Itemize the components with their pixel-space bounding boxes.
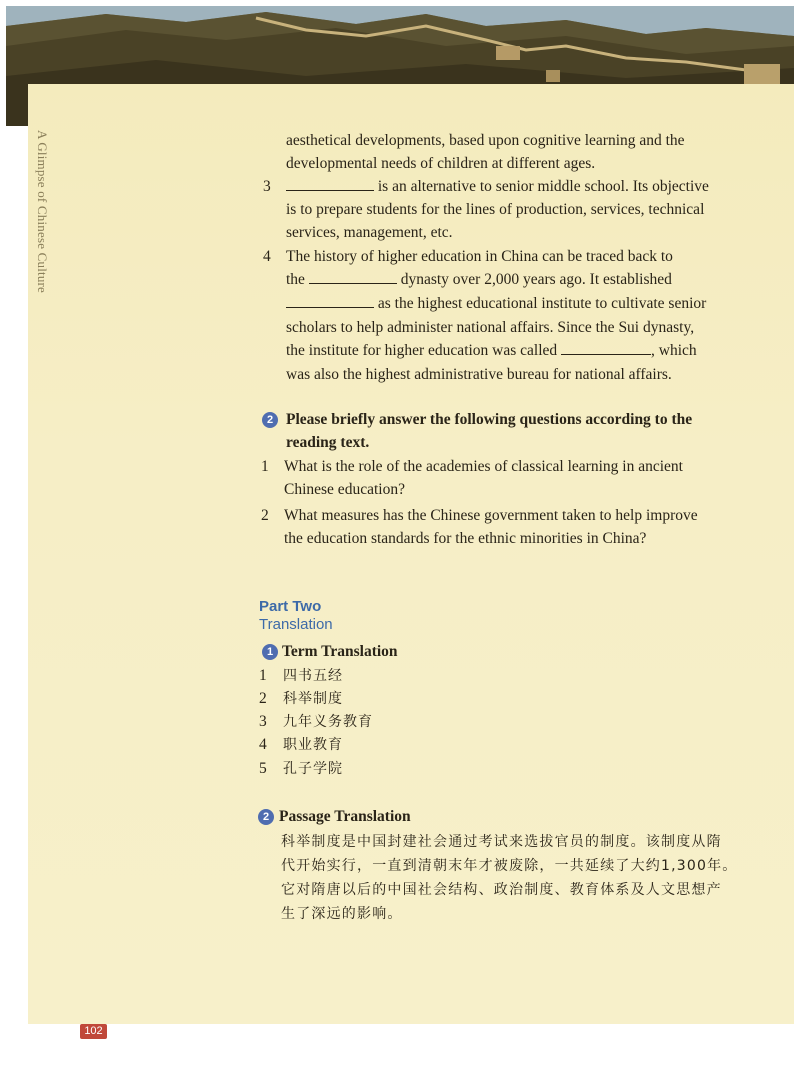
- ex1-item4-text-d: the institute for higher education was called: [286, 342, 558, 359]
- ex1-item4-line2: [286, 269, 672, 291]
- term-4-number: 4: [259, 736, 267, 753]
- fill-blank[interactable]: [286, 176, 374, 191]
- term-3-number: 3: [259, 713, 267, 730]
- ex1-item4-line5: [286, 340, 697, 362]
- fill-blank[interactable]: [309, 269, 397, 284]
- exercise-2-heading-line1: Please briefly answer the following questions according to the: [286, 411, 693, 428]
- ex1-item3-line1: [286, 176, 709, 198]
- q1-line1: What is the role of the academies of classical learning in ancient: [284, 458, 683, 475]
- ex1-item3-line2: is to prepare students for the lines of production, services, technical: [286, 201, 705, 218]
- exercise-2-badge: 2: [262, 412, 278, 428]
- passage-line-2: 代开始实行，一直到清朝末年才被废除，一共延续了大约1,300年。: [281, 858, 738, 874]
- ex1-item4-line4: scholars to help administer national affairs. Since the Sui dynasty,: [286, 319, 695, 336]
- passage-translation-heading: Passage Translation: [279, 808, 411, 825]
- passage-line-3: 它对隋唐以后的中国社会结构、政治制度、教育体系及人文思想产: [281, 882, 722, 898]
- term-3-text: 九年义务教育: [283, 714, 373, 730]
- q2-number: 2: [261, 507, 269, 524]
- ex1-item4-line6: was also the highest administrative bureau for national affairs.: [286, 366, 672, 383]
- term-4-text: 职业教育: [283, 737, 343, 753]
- ex1-item3-number: 3: [263, 178, 271, 195]
- ex1-item4-text-c: as the highest educational institute to cultivate senior: [377, 295, 707, 312]
- ex1-line-a: aesthetical developments, based upon cognitive learning and the: [286, 132, 685, 149]
- page-number: 102: [80, 1024, 107, 1039]
- term-translation-badge: 1: [262, 644, 278, 660]
- ex1-item4-text-b: dynasty over 2,000 years ago. It established: [400, 271, 672, 288]
- side-book-title: A Glimpse of Chinese Culture: [35, 130, 50, 294]
- part-two-title: Part Two: [259, 598, 322, 615]
- term-1-text: 四书五经: [283, 668, 343, 684]
- ex1-item4-number: 4: [263, 248, 271, 265]
- passage-line-4: 生了深远的影响。: [281, 906, 403, 922]
- passage-line-1: 科举制度是中国封建社会通过考试来选拔官员的制度。该制度从隋: [281, 834, 722, 850]
- ex1-line-b: developmental needs of children at different ages.: [286, 155, 596, 172]
- term-translation-heading: Term Translation: [282, 643, 398, 660]
- ex1-item4-line1: The history of higher education in China can be traced back to: [286, 248, 673, 265]
- ex1-item3-text: is an alternative to senior middle school. Its objective: [377, 178, 709, 195]
- fill-blank[interactable]: [286, 293, 374, 308]
- passage-translation-badge: 2: [258, 809, 274, 825]
- ex1-item4-text-e: , which: [651, 342, 697, 359]
- term-2-number: 2: [259, 690, 267, 707]
- q2-line1: What measures has the Chinese government taken to help improve: [284, 507, 698, 524]
- q2-line2: the education standards for the ethnic minorities in China?: [284, 530, 647, 547]
- q1-number: 1: [261, 458, 269, 475]
- exercise-2-heading-line2: reading text.: [286, 434, 370, 451]
- q1-line2: Chinese education?: [284, 481, 405, 498]
- term-1-number: 1: [259, 667, 267, 684]
- term-5-text: 孔子学院: [283, 761, 343, 777]
- ex1-item3-line3: services, management, etc.: [286, 224, 453, 241]
- fill-blank[interactable]: [561, 340, 651, 355]
- term-2-text: 科举制度: [283, 691, 343, 707]
- term-5-number: 5: [259, 760, 267, 777]
- ex1-item4-text-a: the: [286, 271, 305, 288]
- ex1-item4-line3: [286, 293, 706, 315]
- part-two-subtitle: Translation: [259, 616, 333, 633]
